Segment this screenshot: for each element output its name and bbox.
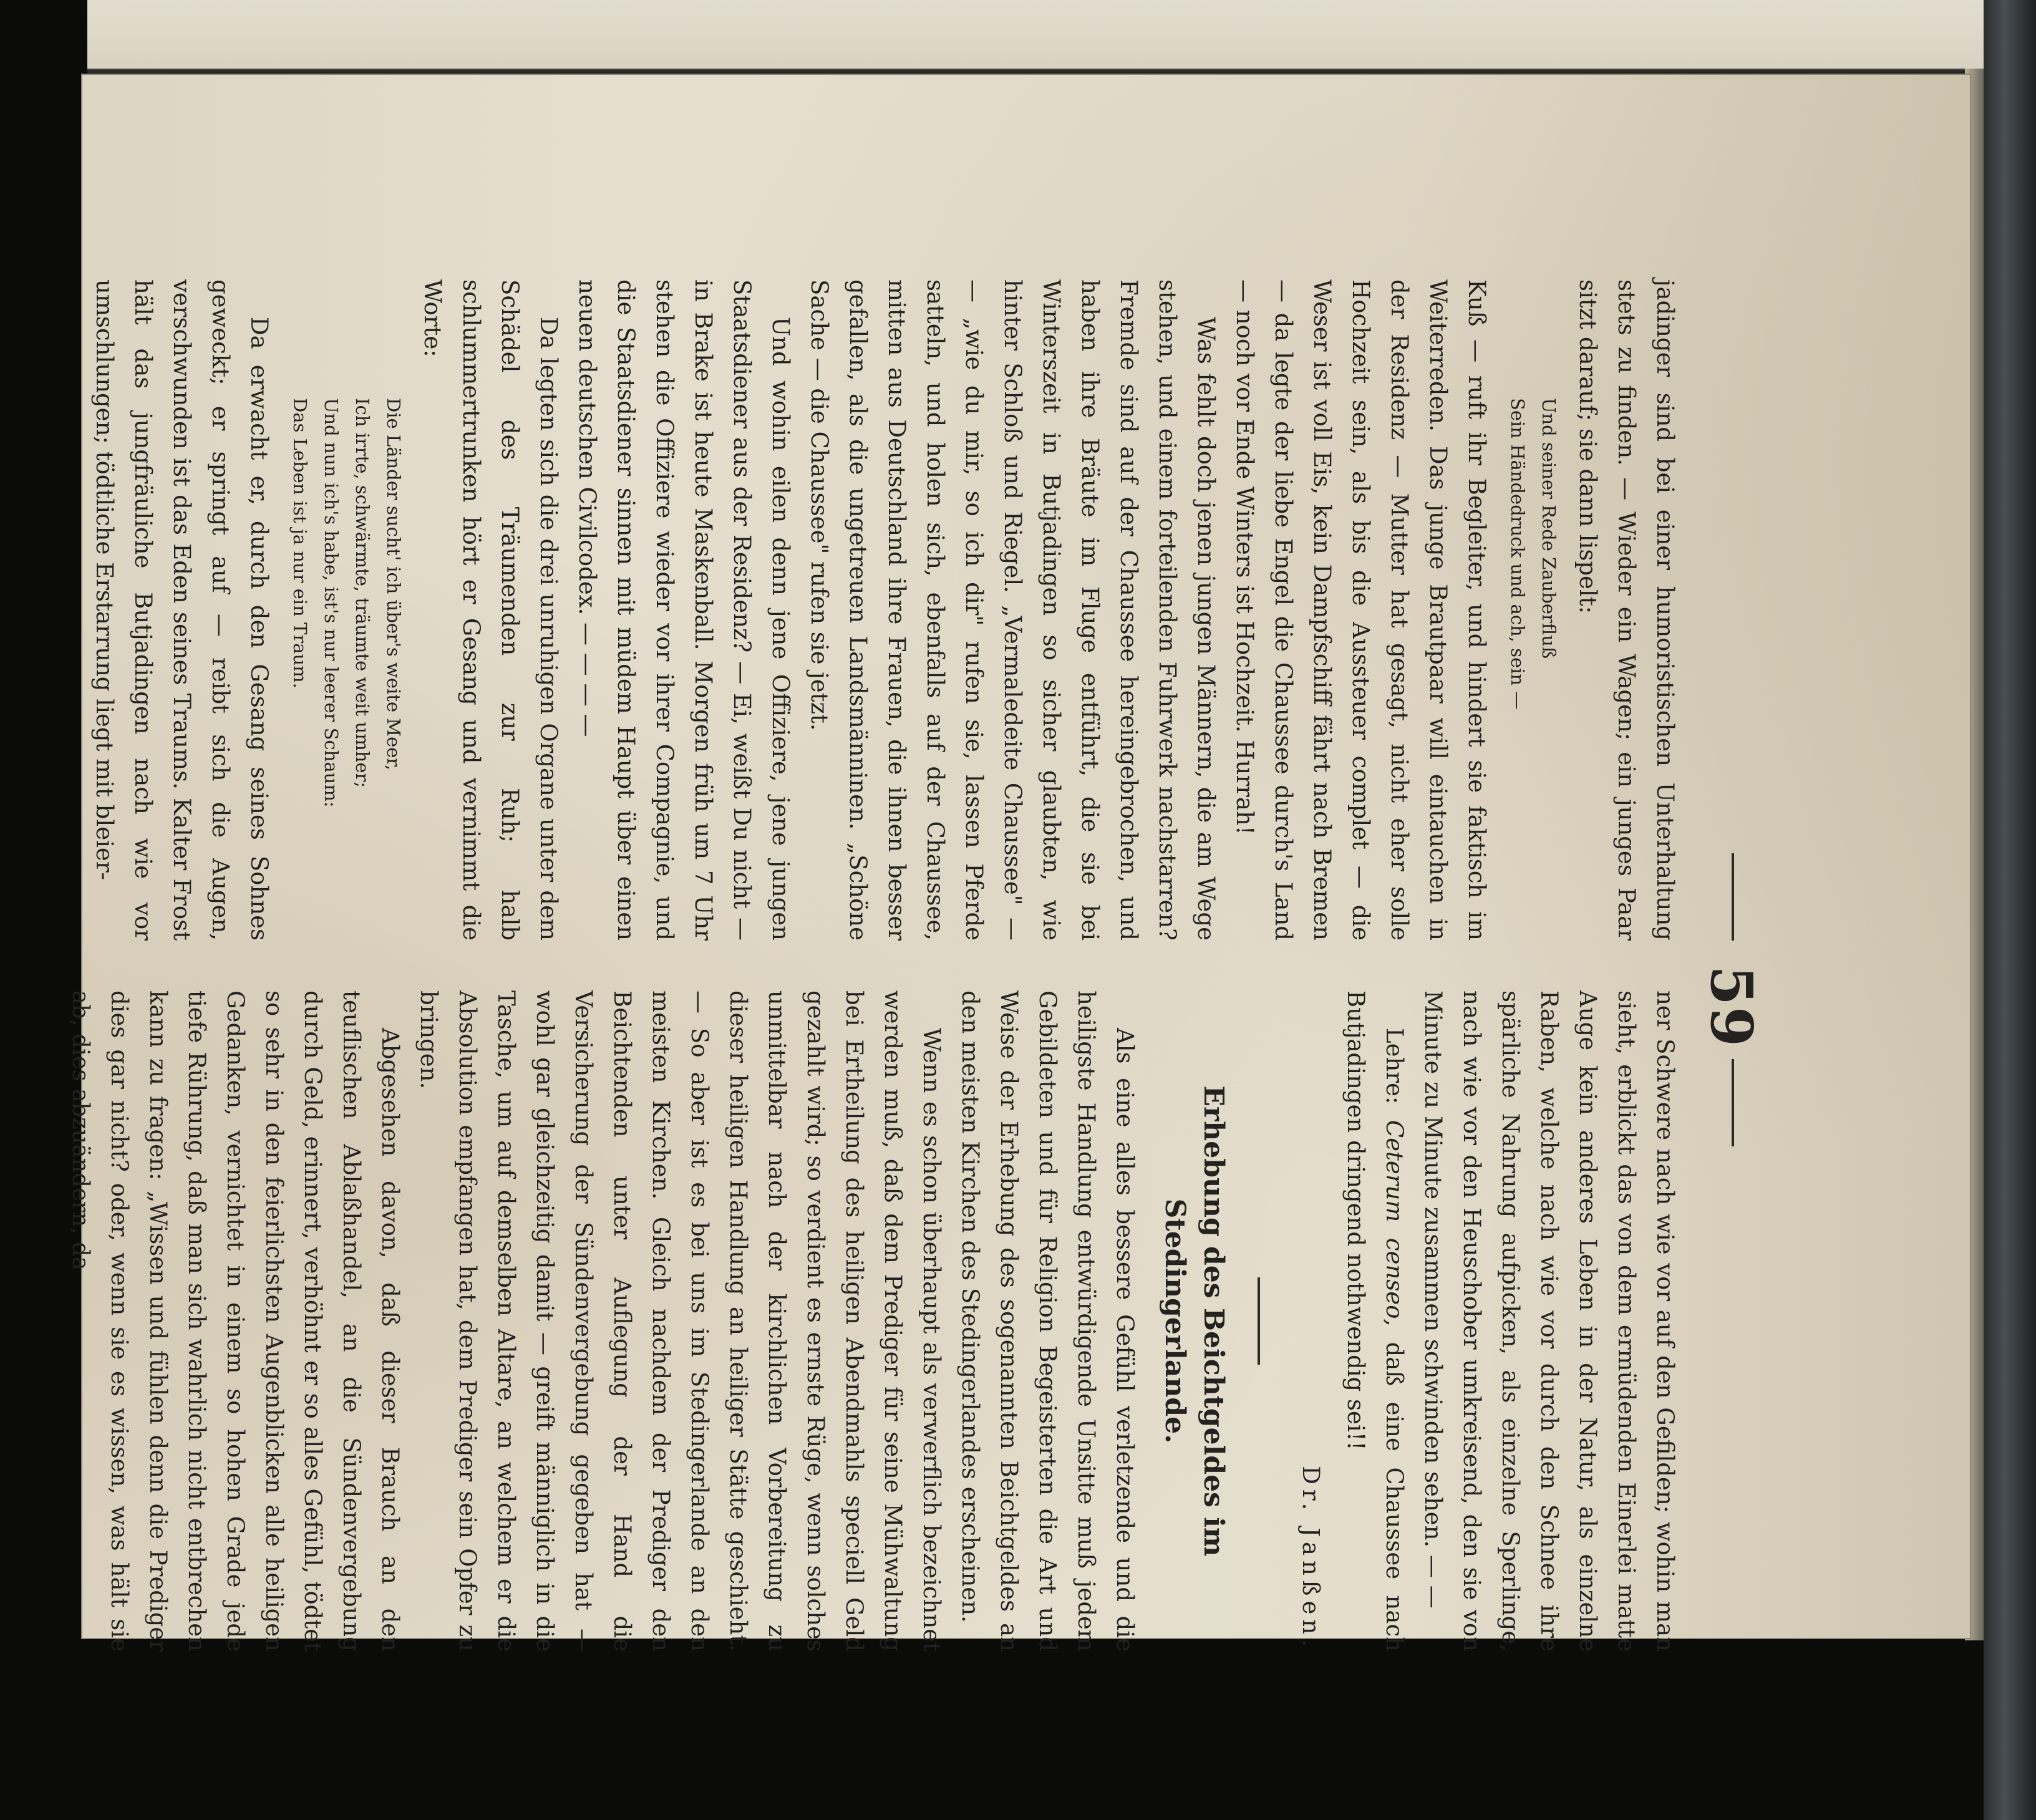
section-divider <box>1258 1277 1260 1365</box>
section-title: Erhebung des Beichtgeldes im Stedingerlande. <box>1159 1085 1229 1557</box>
header-rule-right <box>1732 1059 1734 1146</box>
moral-text: daß eine Chaussee nach Butjadingen dringend nothwendig sei!! <box>1342 990 1408 1652</box>
page-header <box>1684 279 1778 1652</box>
folded-page-edge <box>87 0 1984 70</box>
left-column <box>61 279 1684 941</box>
two-column-body <box>61 279 1684 1652</box>
verse-line: Und seiner Rede Zauberfluß <box>1538 398 1559 659</box>
paragraph: Als eine alles bessere Gefühl verletzende und die heiligste Handlung entwürdigende Unsitte muß jedem Gebildeten und für Religion Begeisterten die Art und Weise der Erhebung des sogenannten Beichtgeldes an den meisten Kirchen des Stedingerlandes erscheinen. <box>957 990 1138 1652</box>
paragraph: Wenn es schon überhaupt als verwerflich bezeichnet werden muß, daß dem Prediger für seine Mühwaltung bei Ertheilung des heiligen Abendmahls speciell Geld gezahlt wird; so verdient es ernste Rüge, wenn solches unmittelbar nach der kirchlichen Vorbereitung zu dieser heiligen Handlung an heiliger Stätte geschieht. — So aber ist es bei uns im Stedingerlande an den meisten Kirchen. Gleich nachdem der Prediger den Beichtenden unter Auflegung der Hand die Versicherung der Sündenvergebung gegeben hat — wohl gar gleichzeitig damit — greift männiglich in die Tasche, um auf demselben Altare, an welchem er die Absolution empfangen hat, dem Prediger sein Opfer zu bringen. <box>415 990 945 1652</box>
paragraph: jadinger sind bei einer humoristischen Unterhaltung stets zu finden. — Wieder ein Wagen; ein junges Paar sitzt darauf; sie dann lispelt: <box>1574 279 1679 941</box>
paragraph: ner Schwere nach wie vor auf den Gefilden; wohin man sieht, erblickt das von dem ermüdenden Einerlei matte Auge kein anderes Leben in der Natur, als einzelne Raben, welche nach wie vor durch den Schnee ihre spärliche Nahrung aufpicken, als einzelne Sperlinge, nach wie vor den Heuschober umkreisend, den sie von Minute zu Minute zusammen schwinden sehen. — — <box>1420 990 1679 1652</box>
moral-paragraph <box>1336 990 1413 1652</box>
verse-line: Und nun ich's habe, ist's nur leerer Schaum: <box>321 398 342 808</box>
latin-phrase: Ceterum censeo, <box>1381 1120 1408 1327</box>
paragraph: Was fehlt doch jenen jungen Männern, die am Wege stehen, und einem forteilenden Fuhrwerk nachstarren? Fremde sind auf der Chaussee hereingebrochen, und haben ihre Bräute im Fluge entführt, die sie bei Winterszeit in Butjadingen so sicher glaubten, wie hinter Schloß und Riegel. „Vermaledeite Chaussee" — — „wie du mir, so ich dir" rufen sie, lassen Pferde satteln, und holen sich, ebenfalls auf der Chaussee, mitten aus Deutschland ihre Frauen, die ihnen besser gefallen, als die ungetreuen Landsmänninen. „Schöne Sache — die Chaussee" rufen sie jetzt. <box>806 279 1219 941</box>
paragraph: Abgesehen davon, daß dieser Brauch an den teuflischen Ablaßhandel, an die Sündenvergebung durch Geld, erinnert, verhöhnt er so alles Gefühl, tödtet so sehr in den feierlichsten Augenblicken alle heiligen Gedanken, vernichtet in einem so hohen Grade jede tiefe Rührung, daß man sich wahrlich nicht entbrechen kann zu fragen: „Wissen und fühlen denn die Prediger dies gar nicht? oder, wenn sie es wissen, was hält sie ab, dies abzuändern, da <box>67 990 404 1652</box>
page-number: 59 <box>1698 966 1765 1048</box>
verse-line: Die Länder sucht' ich über's weite Meer, <box>383 398 404 771</box>
moral-label: Lehre: <box>1381 1028 1408 1105</box>
verse-quote <box>1502 398 1564 941</box>
paragraph: Und wohin eilen denn jene Offiziere, jene jungen Staatsdiener aus der Residenz? — Ei, weißt Du nicht — in Brake ist heute Maskenball. Morgen früh um 7 Uhr stehen die Offiziere wieder vor ihrer Compagnie, und die Staatsdiener sinnen mit müdem Haupt über einen neuen deutschen Civilcodex. — — — — <box>574 279 794 941</box>
verse-line: Ich irrte, schwärmte, träumte weit umher; <box>352 398 373 788</box>
paragraph: Da legten sich die drei unruhigen Organe unter dem Schädel des Träumenden zur Ruh; halb schlummertrunken hört er Gesang und vernimmt die Worte: <box>419 279 562 941</box>
book-cover-edge <box>1984 0 2036 1820</box>
author-signature: Dr. Janßen. <box>1297 1466 1324 1652</box>
verse-line: Sein Händedruck und ach, sein — <box>1507 398 1528 710</box>
header-rule-left <box>1732 853 1734 941</box>
verse-poem <box>284 398 409 941</box>
rotated-text-block <box>67 279 1778 1652</box>
printed-page <box>67 74 1971 1652</box>
paragraph: Da erwacht er, durch den Gesang seines Sohnes geweckt; er springt auf — reibt sich die Augen, verschwunden ist das Eden seines Traums. Kalter Frost hält das jungfräuliche Butjadingen nach wie vor umschlungen; tödtliche Erstarrung liegt mit bleier- <box>91 279 273 941</box>
right-column <box>61 990 1684 1652</box>
paragraph: Kuß — ruft ihr Begleiter, und hindert sie faktisch im Weiterreden. Das junge Brautpaar will eintauchen in der Residenz — Mutter hat gesagt, nicht eher solle Hochzeit sein, als bis die Aussteuer complet — die Weser ist voll Eis, kein Dampfschiff fährt nach Bremen — da legte der liebe Engel die Chaussee durch's Land — noch vor Ende Winters ist Hochzeit. Hurrah! <box>1231 279 1490 941</box>
verse-line: Das Leben ist ja nur ein Traum. <box>289 398 311 689</box>
